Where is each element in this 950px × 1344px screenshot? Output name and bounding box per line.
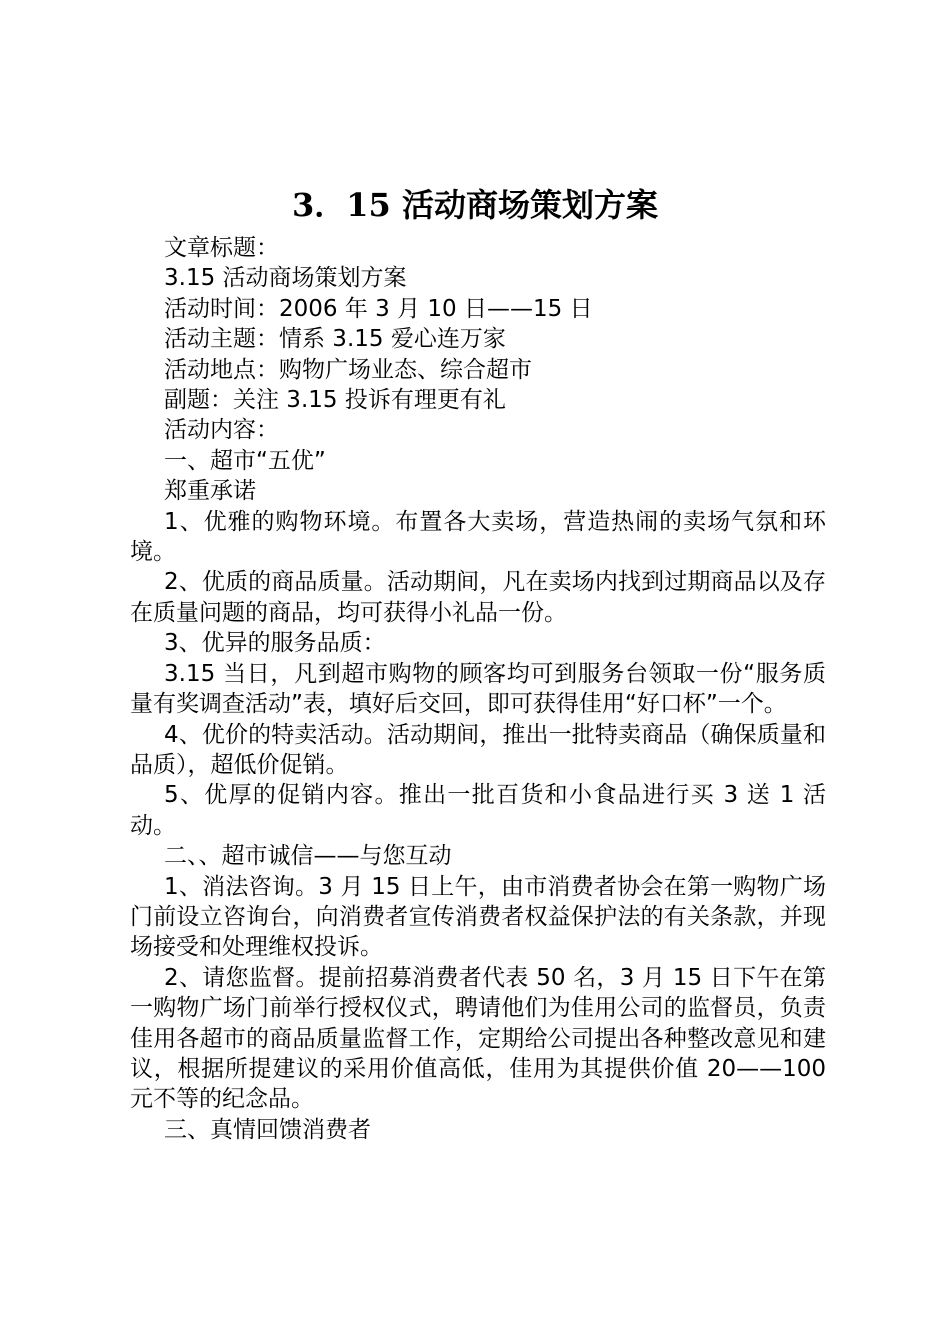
paragraph-event-content-label: 活动内容：	[164, 417, 279, 444]
section-heading-1: 一、超市“五优”	[164, 447, 326, 474]
section-heading-3: 三、真情回馈消费者	[164, 1116, 371, 1143]
paragraph-commitment: 郑重承诺	[164, 478, 256, 505]
list-item-1-5: 5、优厚的促销内容。推出一批百货和小食品进行买 3 送 1 活动。	[130, 782, 826, 839]
section-heading-2: 二、、超市诚信——与您互动	[164, 843, 452, 870]
paragraph-event-time: 活动时间：2006 年 3 月 10 日——15 日	[164, 295, 593, 322]
list-item-1-4: 4、优价的特卖活动。活动期间，推出一批特卖商品（确保质量和品质），超低价促销。	[130, 721, 826, 778]
list-item-1-1: 1、优雅的购物环境。布置各大卖场，营造热闹的卖场气氛和环境。	[130, 508, 826, 566]
paragraph-service-detail: 3.15 当日，凡到超市购物的顾客均可到服务台领取一份“服务质量有奖调查活动”表，填好后交回，即可获得佳用“好口杯”一个。	[130, 660, 826, 718]
document-body	[130, 233, 826, 1145]
paragraph-article-title-label: 文章标题：	[164, 235, 279, 261]
paragraph-event-theme: 活动主题：情系 3.15 爱心连万家	[164, 326, 506, 353]
list-item-1-3: 3、优异的服务品质：	[164, 630, 386, 657]
list-item-2-1: 1、消法咨询。3 月 15 日上午，由市消费者协会在第一购物广场门前设立咨询台，向消费者宣传消费者权益保护法的有关条款，并现场接受和处理维权投诉。	[130, 873, 826, 961]
list-item-2-2: 2、请您监督。提前招募消费者代表 50 名，3 月 15 日下午在第一购物广场门前举行授权仪式，聘请他们为佳用公司的监督员，负责佳用各超市的商品质量监督工作，定期给公司提出各种整改意见和建议，根据所提建议的采用价值高低，佳用为其提供价值 20——100 元不等的纪念品。	[130, 964, 826, 1113]
list-item-1-2: 2、优质的商品质量。活动期间，凡在卖场内找到过期商品以及存在质量问题的商品，均可获得小礼品一份。	[130, 569, 826, 626]
paragraph-event-location: 活动地点：购物广场业态、综合超市	[164, 356, 532, 383]
document-title: 3．15 活动商场策划方案	[292, 186, 658, 224]
paragraph-subtitle: 副题：关注 3.15 投诉有理更有礼	[164, 387, 506, 414]
paragraph-article-title: 3.15 活动商场策划方案	[164, 265, 407, 292]
